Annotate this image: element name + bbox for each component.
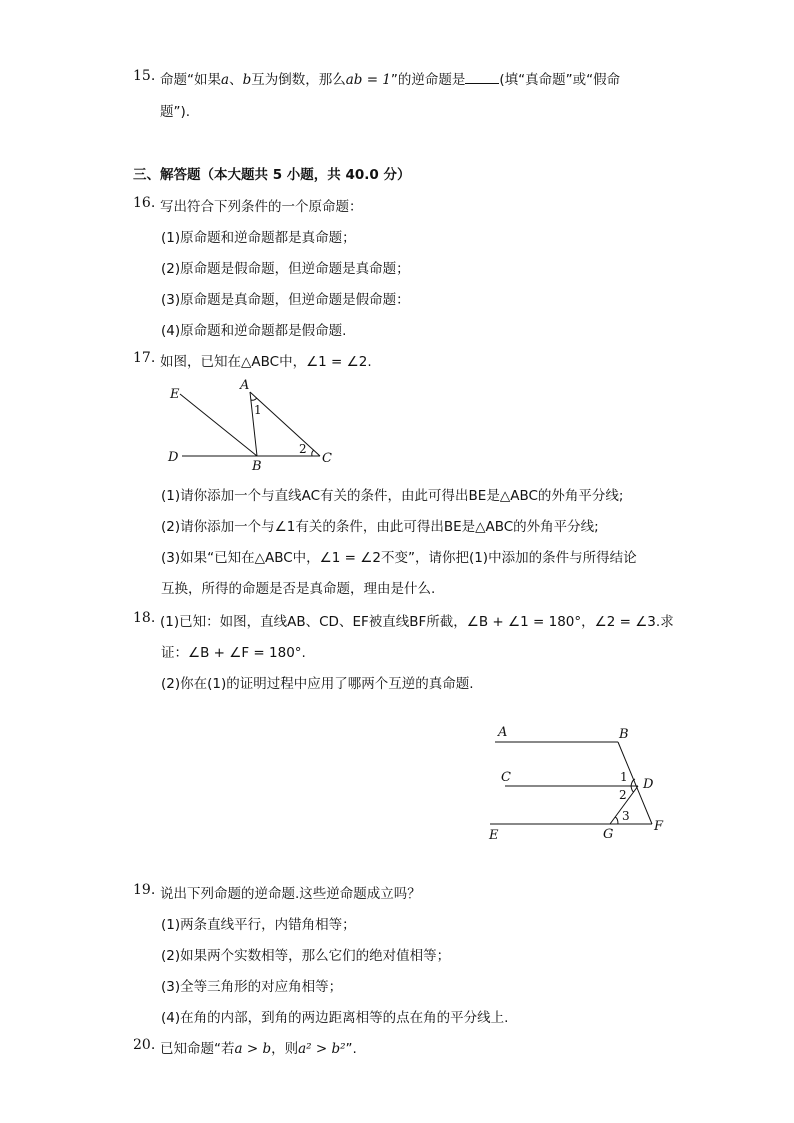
label-angle-2: 2 [299,442,307,456]
answer-blank[interactable] [465,71,499,84]
question-stem: 如图，已知在△ABC中，∠1 = ∠2. [160,354,372,370]
label-b: B [252,459,262,473]
list-item: (4)在角的内部，到角的两边距离相等的点在角的平分线上. [161,1010,509,1026]
label-angle-2: 2 [619,788,627,802]
list-item: (3)原命题是真命题，但逆命题是假命题： [161,292,410,308]
question-number: 16. [133,195,156,211]
label-g: G [603,827,614,842]
list-item: (2)你在(1)的证明过程中应用了哪两个互逆的真命题. [161,676,474,692]
list-item: (1)请你添加一个与直线AC有关的条件，由此可得出BE是△ABC的外角平分线; [161,488,624,504]
question-number: 18. [133,610,156,626]
label-c: C [322,451,332,466]
question-stem: 已知命题“若a > b，则a² > b²”. [160,1041,357,1057]
angle-2-arc [631,786,634,792]
question-number: 20. [133,1037,156,1053]
list-item: (2)如果两个实数相等，那么它们的绝对值相等； [161,948,451,964]
label-e: E [170,387,180,402]
parallel-lines-figure [485,720,675,845]
question-15-line-2: 题”). [160,104,191,120]
question-number: 19. [133,882,156,898]
list-item-continuation: 互换，所得的命题是否是真命题，理由是什么. [161,581,436,597]
label-a: A [240,378,250,393]
list-item: (3)如果“已知在△ABC中，∠1 = ∠2不变”，请你把(1)中添加的条件与所得结论 [161,550,637,566]
question-stem: 写出符合下列条件的一个原命题： [160,199,363,215]
label-f: F [654,819,664,834]
list-item: (1)原命题和逆命题都是真命题； [161,230,356,246]
question-stem: 说出下列命题的逆命题.这些逆命题成立吗？ [160,886,421,902]
list-item: (3)全等三角形的对应角相等； [161,979,343,995]
ray-be [180,394,257,456]
angle-1-arc [251,398,257,400]
segment-ab [250,392,257,456]
question-stem: 命题“如果a、b互为倒数，那么ab = 1”的逆命题是 (填“真命题”或“假命 [160,72,621,88]
label-angle-3: 3 [622,809,630,823]
label-angle-1: 1 [254,403,262,417]
label-e: E [489,828,499,843]
label-d: D [168,450,179,465]
label-a: A [498,725,508,740]
question-number: 17. [133,350,156,366]
label-c: C [501,770,511,785]
angle-3-arc [615,817,618,824]
section-header: 三、解答题（本大题共 5 小题，共 40.0 分） [133,167,411,183]
question-stem: (1)已知：如图，直线AB、CD、EF被直线BF所截，∠B + ∠1 = 180°，∠2 = ∠3.求 [160,614,674,630]
question-18-line-2: 证：∠B + ∠F = 180°. [161,645,306,661]
label-d: D [643,777,654,792]
list-item: (4)原命题和逆命题都是假命题. [161,323,347,339]
label-angle-1: 1 [620,770,628,784]
list-item: (2)原命题是假命题，但逆命题是真命题； [161,261,410,277]
list-item: (2)请你添加一个与∠1有关的条件，由此可得出BE是△ABC的外角平分线; [161,519,599,535]
triangle-figure [160,373,360,473]
list-item: (1)两条直线平行，内错角相等； [161,917,356,933]
label-b: B [619,727,629,742]
question-number: 15. [133,68,156,84]
segment-ac [250,392,320,456]
angle-2-arc [312,450,314,456]
